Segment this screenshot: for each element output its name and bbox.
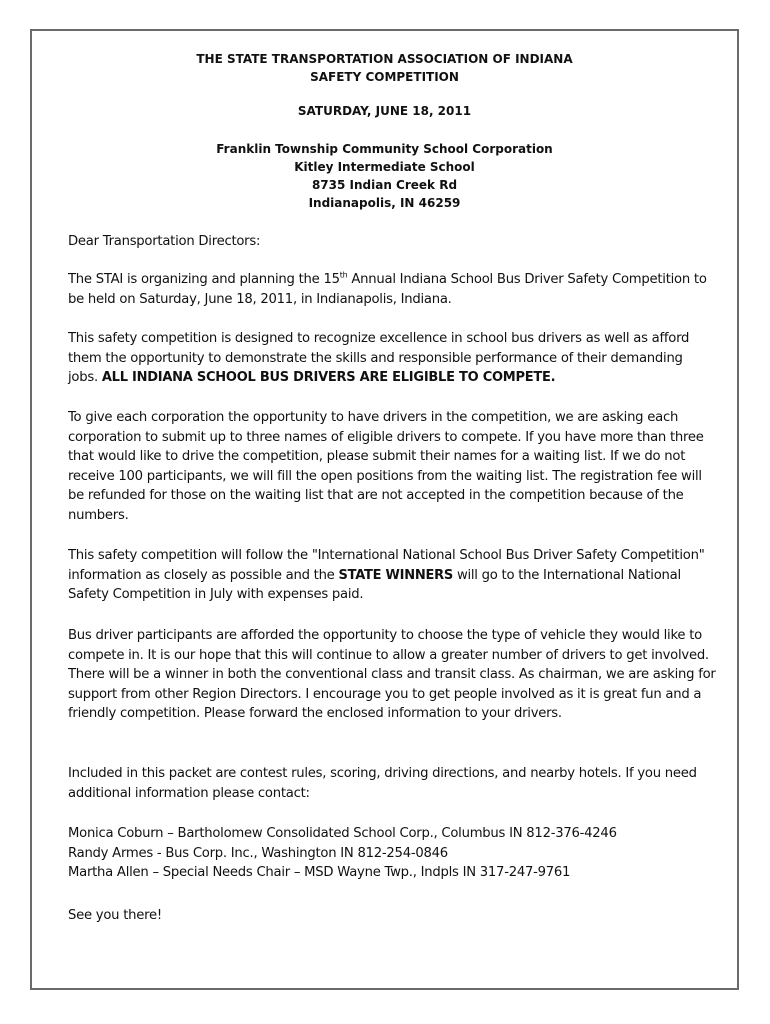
p1-text-rest: Annual Indiana School Bus Driver Safety Competition to be held on Saturday, June 18, 2011, in Indianapolis, Indiana. xyxy=(68,272,707,307)
paragraph-announcement xyxy=(68,270,716,309)
paragraph-registration: To give each corporation the opportunity to have drivers in the competition, we are asking each corporation to submit up to three names of eligible drivers to compete. If you have more than three that would like to drive the competition, please submit their names for a waiting list. If we do not receive 100 participants, we will fill the open positions from the waiting list. The registration fee will be refunded for those on the waiting list that are not accepted in the competition because of the numbers. xyxy=(68,410,704,523)
paragraph-vehicle-choice: Bus driver participants are afforded the opportunity to choose the type of vehicle they would like to compete in. It is our hope that this will continue to allow a greater number of drivers to get involved. There will be a winner in both the conventional class and transit class. As chairman, we are asking for support from other Region Directors. I encourage you to get people involved as it is great fun and a friendly competition. Please forward the enclosed information to your drivers. xyxy=(68,628,716,722)
event-name: SAFETY COMPETITION xyxy=(310,70,459,84)
venue-line: Indianapolis, IN 46259 xyxy=(308,196,461,210)
event-date xyxy=(32,102,737,120)
venue-address xyxy=(32,140,737,212)
ordinal-suffix: th xyxy=(339,270,348,280)
venue-line: Kitley Intermediate School xyxy=(294,160,475,174)
state-winners-emphasis: STATE WINNERS xyxy=(338,567,453,583)
paragraph-purpose xyxy=(68,329,716,388)
closing-line: See you there! xyxy=(68,908,162,923)
venue-line: Franklin Township Community School Corporation xyxy=(216,142,553,156)
letter-header xyxy=(32,50,737,86)
paragraph-international xyxy=(68,546,716,605)
p2-text: This safety competition is designed to recognize excellence in school bus drivers as well as afford them the opportunity to demonstrate the skills and responsible performance of their demanding jobs. xyxy=(68,331,690,386)
contact-entry: Martha Allen – Special Needs Chair – MSD Wayne Twp., Indpls IN 317-247-9761 xyxy=(68,865,571,881)
salutation: Dear Transportation Directors: xyxy=(68,234,261,249)
p4-text: This safety competition will follow the "International National School Bus Driver Safety Competition" information as closely as possible and the xyxy=(68,548,705,583)
contact-entry: Monica Coburn – Bartholomew Consolidated School Corp., Columbus IN 812-376-4246 xyxy=(68,826,617,841)
event-date-text: SATURDAY, JUNE 18, 2011 xyxy=(297,104,472,118)
p4-text-rest: will go to the International National Safety Competition in July with expenses paid. xyxy=(68,567,681,603)
organization-name: THE STATE TRANSPORTATION ASSOCIATION OF INDIANA xyxy=(196,52,573,66)
paragraph-packet-contents: Included in this packet are contest rules, scoring, driving directions, and nearby hotels. If you need additional information please contact: xyxy=(68,766,697,801)
eligibility-notice: ALL INDIANA SCHOOL BUS DRIVERS ARE ELIGIBLE TO COMPETE. xyxy=(101,370,556,386)
p1-text: The STAI is organizing and planning the 15 xyxy=(68,272,340,287)
contact-entry: Randy Armes - Bus Corp. Inc., Washington IN 812-254-0846 xyxy=(68,845,448,861)
contact-list xyxy=(68,824,716,883)
venue-line: 8735 Indian Creek Rd xyxy=(311,178,458,192)
